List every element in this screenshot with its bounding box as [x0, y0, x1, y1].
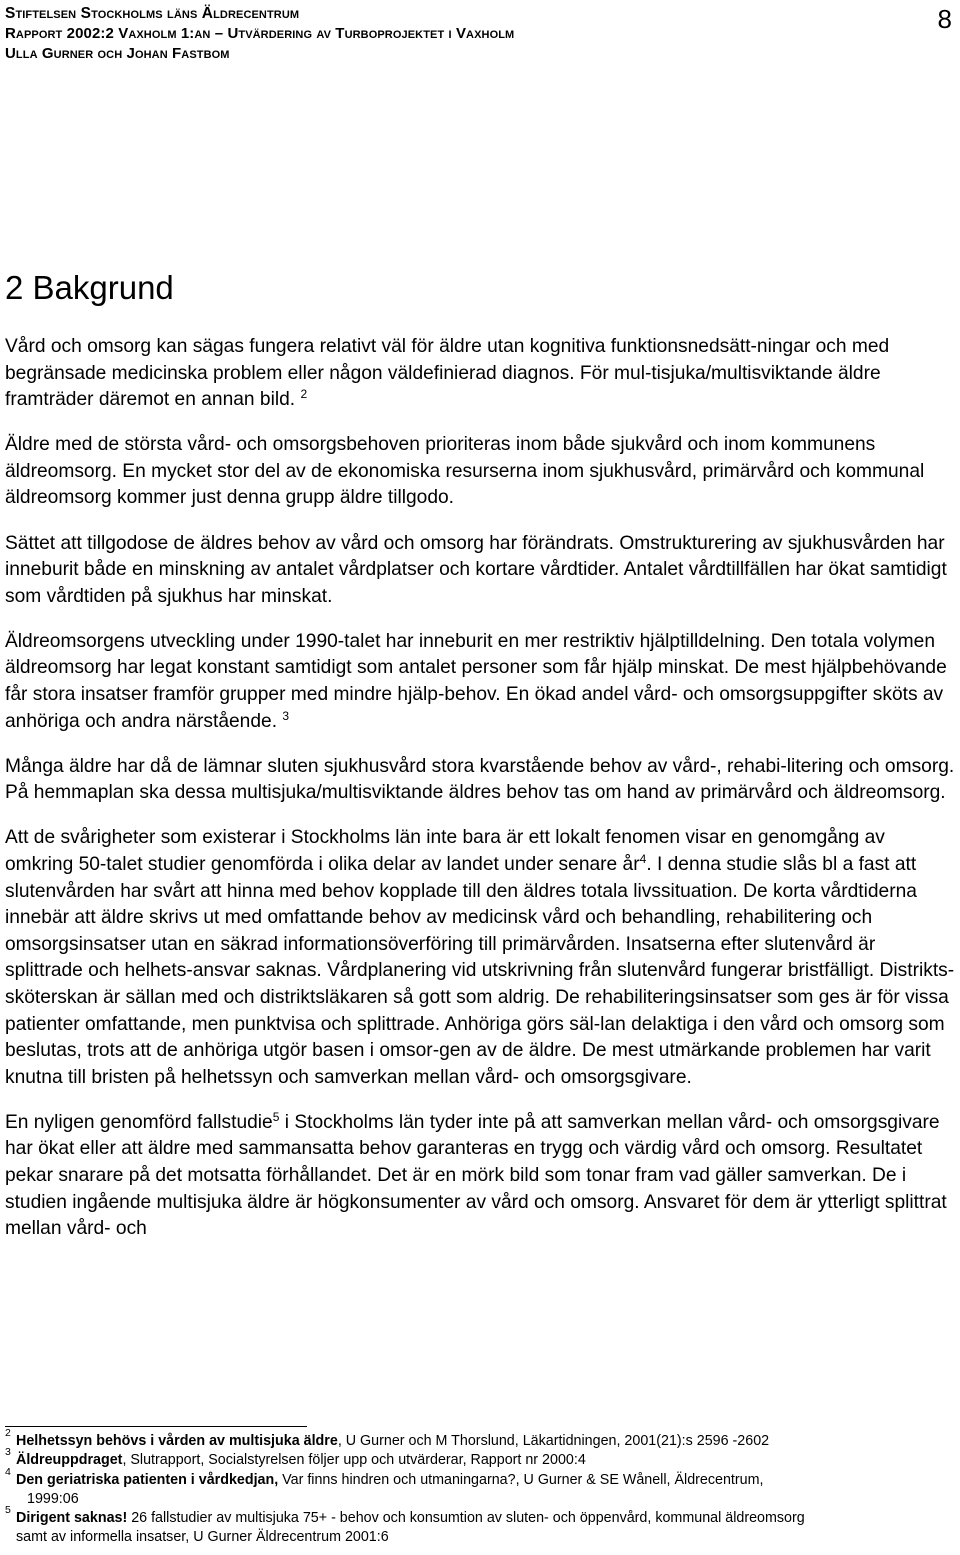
- footnote-5: [5, 1504, 955, 1548]
- paragraph-text: Vård och omsorg kan sägas fungera relativt väl för äldre utan kognitiva funktionsnedsätt-ningar och med begränsade medicinska problem eller någon väldefinierad diagnos. För mul-tisjuka/multisviktande äldre framträder däremot en annan bild.: [5, 336, 890, 411]
- footnote-text: , Slutrapport, Socialstyrelsen följer upp och utvärderar, Rapport nr 2000:4: [122, 1452, 586, 1469]
- footnote-title: Helhetssyn behövs i vården av multisjuka äldre: [16, 1433, 338, 1449]
- body-text: [5, 334, 957, 1261]
- paragraph-text: i Stockholms län tyder inte på att samverkan mellan vård- och omsorgsgivare har ökat eller att äldre med sammansatta behov garanteras en trygg och värdig vård och omsorg. Resultatet pekar snarare på det motsatta förhållandet. Det är en mörk bild som tonar fram vad gäller samverkan. De i studien ingående multisjuka äldre är högkonsumenter av vård och omsorg. Ansvaret för dem är ytterligt splittrat mellan vård- och: [5, 1111, 947, 1240]
- footnote-continuation: 1999:06: [27, 1490, 79, 1507]
- footnote-number: 4: [5, 1465, 11, 1478]
- page-header: [5, 4, 955, 64]
- paragraph-text: Äldre med de största vård- och omsorgsbehoven prioriteras inom både sjukvård och inom kommunens äldreomsorg. En mycket stor del av de ekonomiska resurserna inom sjukhusvård, primärvård och kommunal äldreomsorg kommer just denna grupp äldre tillgodo.: [5, 434, 925, 509]
- section-heading: 2 Bakgrund: [5, 269, 174, 306]
- footnote-ref[interactable]: 2: [300, 387, 308, 402]
- footnote-title: Dirigent saknas!: [16, 1510, 128, 1527]
- footnote-text: , U Gurner och M Thorslund, Läkartidningen, 2001(21):s 2596 -2602: [337, 1433, 770, 1449]
- footnote-number: 5: [5, 1504, 11, 1517]
- header-report-title: Rapport 2002:2 Vaxholm 1:an – Utvärdering av Turboprojektet i Vaxholm: [5, 25, 515, 42]
- footnote-number: 3: [5, 1446, 11, 1459]
- paragraph-5: [5, 754, 957, 807]
- footnote-title: Äldreuppdraget: [16, 1452, 123, 1469]
- paragraph-text: En nyligen genomförd fallstudie: [5, 1111, 273, 1133]
- footnote-ref[interactable]: 3: [282, 708, 290, 723]
- footnote-title: Den geriatriska patienten i vårdkedjan,: [16, 1471, 279, 1488]
- paragraph-4: [5, 629, 957, 735]
- paragraph-7: [5, 1110, 957, 1243]
- footnote-text: Var finns hindren och utmaningarna?, U Gurner & SE Wånell, Äldrecentrum,: [278, 1471, 764, 1488]
- paragraph-text: Äldreomsorgens utveckling under 1990-talet har inneburit en mer restriktiv hjälptilldelning. Den totala volymen äldreomsorg har legat konstant samtidigt som antalet personer som får hjälp minskat. De mest hjälpbehövande får stora insatser framför grupper med mindre hjälp-behov. En ökad andel vård- och omsorgsuppgifter sköts av anhöriga och andra närstående.: [5, 630, 947, 732]
- paragraph-text: Att de svårigheter som existerar i Stockholms län inte bara är ett lokalt fenomen visar en genomgång av omkring 50-talet studier genomförda i olika delar av landet under senare år: [5, 827, 885, 875]
- footnotes: [5, 1427, 955, 1548]
- paragraph-text: Sättet att tillgodose de äldres behov av vård och omsorg har förändrats. Omstrukturering av sjukhusvården har inneburit både en minskning av antalet vårdplatser och kortare vårdtider. Antalet vårdtillfällen har ökat samtidigt som vårdtiden på sjukhus har minskat.: [5, 532, 947, 607]
- paragraph-text: Många äldre har då de lämnar sluten sjukhusvård stora kvarstående behov av vård-, rehabi-litering och omsorg. På hemmaplan ska dessa multisjuka/multisviktande äldres behov tas om hand av primärvård och äldreomsorg.: [5, 755, 955, 804]
- footnote-divider: [5, 1426, 307, 1427]
- footnote-ref[interactable]: 4: [639, 852, 647, 866]
- footnote-2: [5, 1427, 955, 1451]
- header-authors: Ulla Gurner och Johan Fastbom: [5, 45, 230, 62]
- footnote-ref[interactable]: 5: [272, 1109, 280, 1124]
- paragraph-3: [5, 531, 957, 611]
- footnote-3: [5, 1446, 955, 1470]
- paragraph-6: [5, 825, 957, 1091]
- footnote-number: 2: [5, 1427, 11, 1439]
- page-number: 8: [937, 4, 952, 34]
- header-organization: Stiftelsen Stockholms läns Äldrecentrum: [5, 5, 300, 22]
- paragraph-2: [5, 432, 957, 512]
- footnote-4: [5, 1465, 955, 1510]
- paragraph-text: . I denna studie slås bl a fast att slutenvården har svårt att hinna med behov kopplade till den äldres totala livssituation. De korta vårdtiderna innebär att äldre skrivs ut med omfattande behov av medicinsk vård och behandling, rehabilitering och omsorgsinsatser utan en säkrad informationsöverföring till primärvården. Insatserna efter slutenvård är splittrade och helhets-ansvar saknas. Vårdplanering vid utskrivning från slutenvård fungerar bristfälligt. Distrikts-sköterskan är sällan med och distriktsläkaren så gott som aldrig. De rehabiliteringsinsatser som ges är för vissa patienter omfattande, men punktvisa och splittrade. Anhöriga görs säl-lan delaktiga i den vård och omsorg som beslutas, trots att de anhöriga utgör basen i omsor-gen av de äldre. De mest utmärkande problemen har varit knutna till bristen på helhetssyn och samverkan mellan vård- och omsorgsgivare.: [5, 854, 955, 1088]
- footnote-continuation: samt av informella insatser, U Gurner Äldrecentrum 2001:6: [16, 1529, 389, 1546]
- paragraph-1: [5, 334, 957, 414]
- footnote-text: 26 fallstudier av multisjuka 75+ - behov och konsumtion av sluten- och öppenvård, kommunal äldreomsorg: [127, 1510, 805, 1527]
